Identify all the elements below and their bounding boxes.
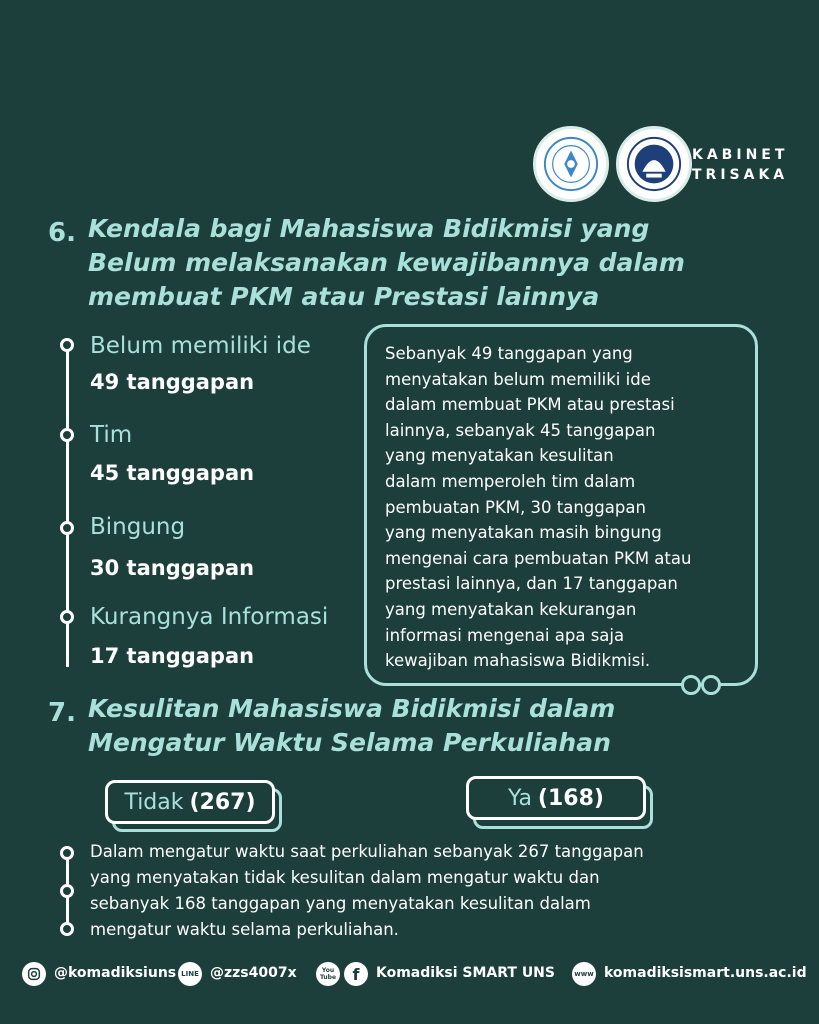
university-seal-logo [533,126,609,202]
line-icon[interactable] [178,962,202,986]
line-handle[interactable]: @zzs4007x [210,965,297,981]
section-7-paragraph [90,839,780,943]
answer-label: Ya [508,785,532,811]
paragraph-line: yang menyatakan tidak kesulitan dalam mengatur waktu dan [90,868,600,887]
youtube-icon[interactable] [316,962,340,986]
answer-count: (267) [189,789,256,815]
timeline-dot [60,922,74,936]
summary-line: pembuatan PKM, 30 tanggapan [385,497,646,517]
website-url[interactable]: komadiksismart.uns.ac.id [604,965,807,981]
timeline-dot [60,428,74,442]
youtube-icon-text: You Tube [319,967,337,981]
constraint-label: Tim [90,422,133,448]
instagram-handle[interactable]: @komadiksiuns [54,965,177,981]
summary-line: mengenai cara pembuatan PKM atau [385,548,692,568]
paragraph-line: Dalam mengatur waktu saat perkuliahan sebanyak 267 tanggapan [90,842,644,861]
timeline-dot [60,884,74,898]
timeline-dot [60,846,74,860]
cabinet-name [692,145,802,185]
answer-count: (168) [537,785,604,811]
constraint-value: 17 tanggapan [90,644,255,668]
cabinet-emblem-logo [616,126,692,202]
facebook-page[interactable]: Komadiksi SMART UNS [376,965,555,981]
section-6-title-line: membuat PKM atau Prestasi lainnya [88,282,600,311]
summary-line: dalam membuat PKM atau prestasi [385,395,675,415]
constraint-label: Belum memiliki ide [90,333,311,359]
cabinet-emblem-icon [625,135,683,193]
website-icon[interactable] [572,962,596,986]
summary-line: dalam memperoleh tim dalam [385,471,636,491]
section-6-title [88,212,685,314]
summary-box [364,324,758,686]
ring-icon [701,675,721,695]
answer-ya [466,776,646,820]
university-seal-icon [542,135,600,193]
facebook-icon[interactable]: f [344,962,368,986]
summary-line: yang menyatakan masih bingung [385,523,662,543]
summary-line: yang menyatakan kesulitan [385,446,614,466]
summary-line: menyatakan belum memiliki ide [385,369,651,389]
constraint-value: 49 tanggapan [90,370,255,394]
summary-line: yang menyatakan kekurangan [385,599,637,619]
timeline-dot [60,338,74,352]
section-7-title [88,692,615,760]
answer-tidak [105,780,275,824]
line-icon-text: LINE [181,970,199,978]
section-6-title-line: Kendala bagi Mahasiswa Bidikmisi yang [88,214,650,243]
summary-line: kewajiban mahasiswa Bidikmisi. [385,651,651,671]
instagram-icon[interactable] [22,962,46,986]
answer-label: Tidak [124,789,184,815]
section-6-number: 6. [48,218,76,248]
constraint-value: 30 tanggapan [90,556,255,580]
summary-line: lainnya, sebanyak 45 tanggapan [385,420,656,440]
summary-line: Sebanyak 49 tanggapan yang [385,344,633,363]
timeline-dot [60,610,74,624]
cabinet-line-2: TRISAKA [692,167,789,183]
www-icon-text: www [574,970,594,978]
section-7-title-line: Mengatur Waktu Selama Perkuliahan [88,728,611,757]
decorative-rings [679,675,735,697]
section-7-number: 7. [48,698,76,728]
constraint-label: Bingung [90,514,186,540]
summary-line: informasi mengenai apa saja [385,625,625,645]
timeline-dot [60,521,74,535]
paragraph-line: mengatur waktu selama perkuliahan. [90,920,399,939]
section-7-title-line: Kesulitan Mahasiswa Bidikmisi dalam [88,694,616,723]
constraint-label: Kurangnya Informasi [90,604,329,630]
ring-icon [681,675,701,695]
section-6-title-line: Belum melaksanakan kewajibannya dalam [88,248,685,277]
constraint-value: 45 tanggapan [90,461,255,485]
summary-line: prestasi lainnya, dan 17 tanggapan [385,574,678,594]
cabinet-line-1: KABINET [692,147,789,163]
paragraph-line: sebanyak 168 tanggapan yang menyatakan kesulitan dalam [90,894,591,913]
footer-social [22,960,807,990]
